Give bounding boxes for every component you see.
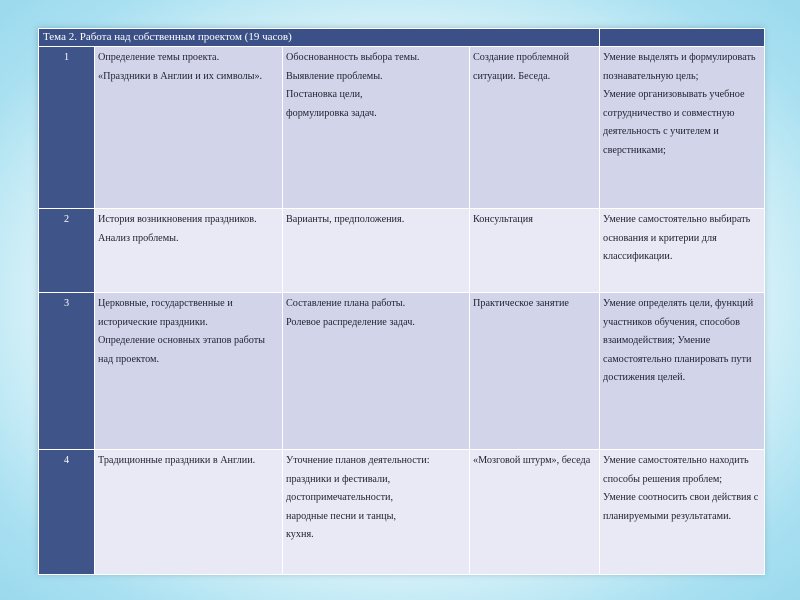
form-cell: Консультация [470,209,600,293]
skills-cell: Умение определять цели, функций участников обучения, способов взаимодействия; Умение самостоятельно планировать пути достижения целей. [600,293,765,450]
row-number: 3 [39,293,95,450]
table-header-empty-cell [600,29,765,47]
skills-cell: Умение выделять и формулировать познавательную цель; Умение организовывать учебное сотрудничество и совместную деятельность с учителем и сверстниками; [600,47,765,209]
topic-cell: Традиционные праздники в Англии. [95,450,283,575]
row-number: 1 [39,47,95,209]
content-cell: Варианты, предположения. [283,209,470,293]
table-row [39,450,765,575]
table-row [39,47,765,209]
table-title: Тема 2. Работа над собственным проектом (19 часов) [39,29,600,47]
table-header-row [39,29,765,47]
slide [38,28,764,574]
form-cell: Создание проблемной ситуации. Беседа. [470,47,600,209]
row-number: 4 [39,450,95,575]
topic-cell: История возникновения праздников. Анализ проблемы. [95,209,283,293]
table-row [39,293,765,450]
content-cell: Обоснованность выбора темы. Выявление проблемы. Постановка цели, формулировка задач. [283,47,470,209]
form-cell: «Мозговой штурм», беседа [470,450,600,575]
content-cell: Составление плана работы. Ролевое распределение задач. [283,293,470,450]
topic-cell: Церковные, государственные и исторические праздники. Определение основных этапов работы над проектом. [95,293,283,450]
form-cell: Практическое занятие [470,293,600,450]
row-number: 2 [39,209,95,293]
skills-cell: Умение самостоятельно находить способы решения проблем; Умение соотносить свои действия с планируемыми результатами. [600,450,765,575]
topic-cell: Определение темы проекта. «Праздники в Англии и их символы». [95,47,283,209]
content-cell: Уточнение планов деятельности: праздники и фестивали, достопримечательности, народные песни и танцы, кухня. [283,450,470,575]
skills-cell: Умение самостоятельно выбирать основания и критерии для классификации. [600,209,765,293]
project-plan-table [38,28,765,575]
table-row [39,209,765,293]
